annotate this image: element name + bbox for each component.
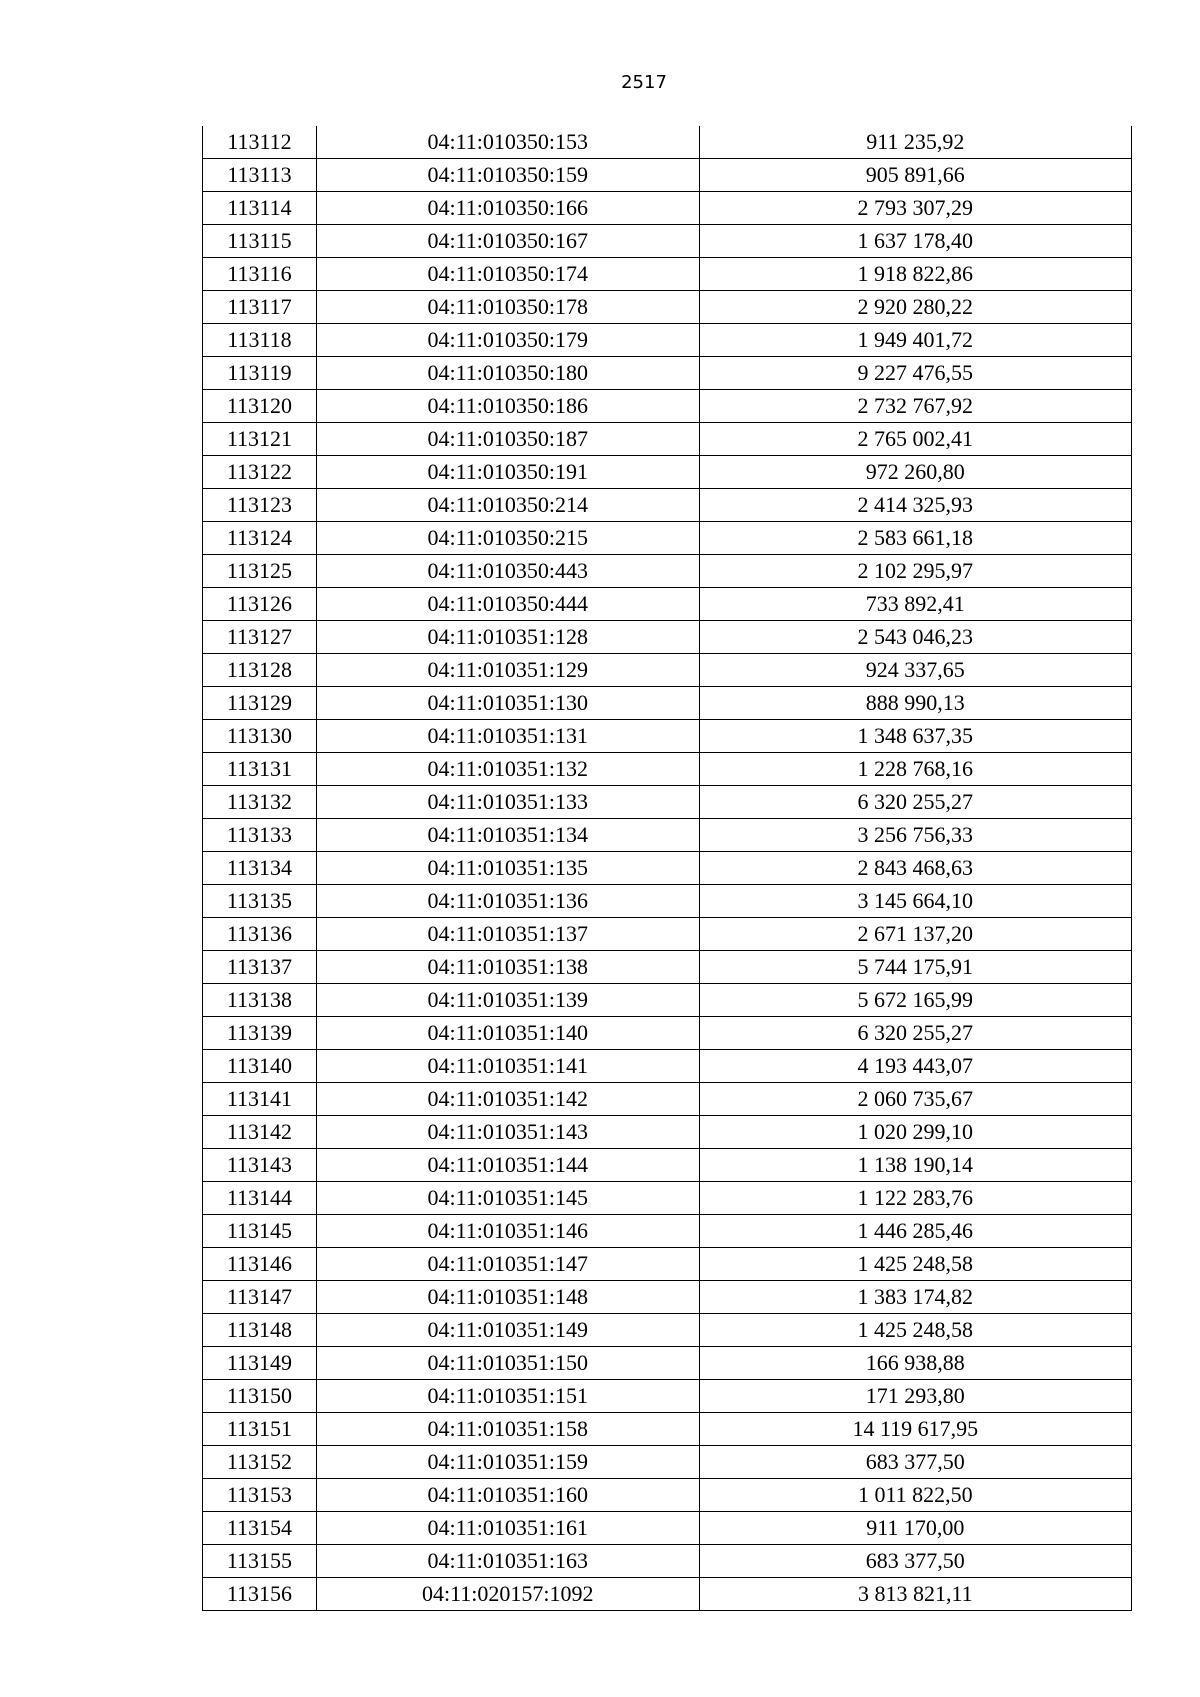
row-number-cell: 113132: [203, 786, 317, 819]
row-number-cell: 113147: [203, 1281, 317, 1314]
table-row: [203, 192, 1132, 225]
row-number-cell: 113125: [203, 555, 317, 588]
cadastral-value-cell: 2 414 325,93: [699, 489, 1131, 522]
row-number-cell: 113119: [203, 357, 317, 390]
row-number-cell: 113154: [203, 1512, 317, 1545]
table-row: [203, 258, 1132, 291]
table-row: [203, 390, 1132, 423]
table-row: [203, 918, 1132, 951]
cadastral-value-cell: 911 235,92: [699, 126, 1131, 159]
cadastral-number-cell: 04:11:020157:1092: [316, 1578, 699, 1611]
row-number-cell: 113155: [203, 1545, 317, 1578]
cadastral-number-cell: 04:11:010351:151: [316, 1380, 699, 1413]
table-row: [203, 489, 1132, 522]
row-number-cell: 113126: [203, 588, 317, 621]
cadastral-number-cell: 04:11:010351:130: [316, 687, 699, 720]
row-number-cell: 113131: [203, 753, 317, 786]
cadastral-value-cell: 888 990,13: [699, 687, 1131, 720]
table-row: [203, 654, 1132, 687]
table-row: [203, 951, 1132, 984]
table-row: [203, 225, 1132, 258]
row-number-cell: 113156: [203, 1578, 317, 1611]
table-row: [203, 852, 1132, 885]
row-number-cell: 113122: [203, 456, 317, 489]
cadastral-value-cell: 2 060 735,67: [699, 1083, 1131, 1116]
table-row: [203, 1149, 1132, 1182]
cadastral-number-cell: 04:11:010350:214: [316, 489, 699, 522]
cadastral-number-cell: 04:11:010351:146: [316, 1215, 699, 1248]
cadastral-number-cell: 04:11:010351:138: [316, 951, 699, 984]
table-row: [203, 1479, 1132, 1512]
cadastral-number-cell: 04:11:010351:141: [316, 1050, 699, 1083]
cadastral-value-cell: 6 320 255,27: [699, 786, 1131, 819]
cadastral-value-cell: 6 320 255,27: [699, 1017, 1131, 1050]
cadastral-number-cell: 04:11:010350:215: [316, 522, 699, 555]
cadastral-value-cell: 2 102 295,97: [699, 555, 1131, 588]
cadastral-value-cell: 3 145 664,10: [699, 885, 1131, 918]
row-number-cell: 113127: [203, 621, 317, 654]
cadastral-value-cell: 1 138 190,14: [699, 1149, 1131, 1182]
row-number-cell: 113128: [203, 654, 317, 687]
cadastral-value-cell: 1 949 401,72: [699, 324, 1131, 357]
cadastral-number-cell: 04:11:010351:145: [316, 1182, 699, 1215]
table-row: [203, 1314, 1132, 1347]
cadastral-number-cell: 04:11:010351:163: [316, 1545, 699, 1578]
cadastral-number-cell: 04:11:010351:140: [316, 1017, 699, 1050]
cadastral-number-cell: 04:11:010351:144: [316, 1149, 699, 1182]
cadastral-value-cell: 2 671 137,20: [699, 918, 1131, 951]
table-row: [203, 753, 1132, 786]
cadastral-value-cell: 1 383 174,82: [699, 1281, 1131, 1314]
cadastral-number-cell: 04:11:010351:129: [316, 654, 699, 687]
table-row: [203, 291, 1132, 324]
cadastral-number-cell: 04:11:010351:148: [316, 1281, 699, 1314]
row-number-cell: 113152: [203, 1446, 317, 1479]
row-number-cell: 113137: [203, 951, 317, 984]
row-number-cell: 113148: [203, 1314, 317, 1347]
cadastral-value-cell: 171 293,80: [699, 1380, 1131, 1413]
table-row: [203, 1545, 1132, 1578]
cadastral-value-cell: 905 891,66: [699, 159, 1131, 192]
row-number-cell: 113117: [203, 291, 317, 324]
cadastral-number-cell: 04:11:010350:166: [316, 192, 699, 225]
cadastral-value-cell: 1 020 299,10: [699, 1116, 1131, 1149]
table-row: [203, 720, 1132, 753]
row-number-cell: 113139: [203, 1017, 317, 1050]
cadastral-value-cell: 1 011 822,50: [699, 1479, 1131, 1512]
cadastral-value-cell: 1 918 822,86: [699, 258, 1131, 291]
table-row: [203, 1017, 1132, 1050]
cadastral-number-cell: 04:11:010351:159: [316, 1446, 699, 1479]
cadastral-value-cell: 3 813 821,11: [699, 1578, 1131, 1611]
row-number-cell: 113123: [203, 489, 317, 522]
cadastral-value-cell: 733 892,41: [699, 588, 1131, 621]
row-number-cell: 113153: [203, 1479, 317, 1512]
row-number-cell: 113135: [203, 885, 317, 918]
cadastral-number-cell: 04:11:010350:444: [316, 588, 699, 621]
cadastral-number-cell: 04:11:010351:160: [316, 1479, 699, 1512]
cadastral-value-cell: 1 446 285,46: [699, 1215, 1131, 1248]
table-row: [203, 786, 1132, 819]
row-number-cell: 113140: [203, 1050, 317, 1083]
table-row: [203, 423, 1132, 456]
row-number-cell: 113150: [203, 1380, 317, 1413]
cadastral-number-cell: 04:11:010351:142: [316, 1083, 699, 1116]
table-row: [203, 1116, 1132, 1149]
cadastral-value-cell: 1 425 248,58: [699, 1314, 1131, 1347]
table-row: [203, 687, 1132, 720]
table-row: [203, 1083, 1132, 1116]
cadastral-value-cell: 2 920 280,22: [699, 291, 1131, 324]
cadastral-number-cell: 04:11:010350:167: [316, 225, 699, 258]
cadastral-number-cell: 04:11:010350:178: [316, 291, 699, 324]
cadastral-number-cell: 04:11:010350:153: [316, 126, 699, 159]
table-row: [203, 1215, 1132, 1248]
cadastral-number-cell: 04:11:010350:179: [316, 324, 699, 357]
row-number-cell: 113113: [203, 159, 317, 192]
cadastral-value-table: [202, 126, 1132, 1611]
cadastral-value-cell: 4 193 443,07: [699, 1050, 1131, 1083]
row-number-cell: 113124: [203, 522, 317, 555]
table-row: [203, 1413, 1132, 1446]
cadastral-number-cell: 04:11:010350:191: [316, 456, 699, 489]
table-row: [203, 1050, 1132, 1083]
cadastral-number-cell: 04:11:010350:186: [316, 390, 699, 423]
table-row: [203, 621, 1132, 654]
row-number-cell: 113142: [203, 1116, 317, 1149]
cadastral-value-cell: 1 637 178,40: [699, 225, 1131, 258]
row-number-cell: 113114: [203, 192, 317, 225]
cadastral-number-cell: 04:11:010350:187: [316, 423, 699, 456]
cadastral-value-cell: 1 122 283,76: [699, 1182, 1131, 1215]
cadastral-value-cell: 5 672 165,99: [699, 984, 1131, 1017]
cadastral-number-cell: 04:11:010351:147: [316, 1248, 699, 1281]
cadastral-value-cell: 972 260,80: [699, 456, 1131, 489]
table-row: [203, 984, 1132, 1017]
row-number-cell: 113141: [203, 1083, 317, 1116]
cadastral-number-cell: 04:11:010351:132: [316, 753, 699, 786]
table-body: [203, 126, 1132, 1611]
row-number-cell: 113144: [203, 1182, 317, 1215]
cadastral-number-cell: 04:11:010351:128: [316, 621, 699, 654]
cadastral-value-cell: 2 732 767,92: [699, 390, 1131, 423]
table-row: [203, 819, 1132, 852]
table-row: [203, 1281, 1132, 1314]
cadastral-value-cell: 5 744 175,91: [699, 951, 1131, 984]
cadastral-value-cell: 2 583 661,18: [699, 522, 1131, 555]
cadastral-value-cell: 683 377,50: [699, 1446, 1131, 1479]
cadastral-value-cell: 2 765 002,41: [699, 423, 1131, 456]
table-row: [203, 1182, 1132, 1215]
cadastral-number-cell: 04:11:010351:150: [316, 1347, 699, 1380]
row-number-cell: 113112: [203, 126, 317, 159]
cadastral-number-cell: 04:11:010351:139: [316, 984, 699, 1017]
row-number-cell: 113121: [203, 423, 317, 456]
row-number-cell: 113143: [203, 1149, 317, 1182]
cadastral-number-cell: 04:11:010351:158: [316, 1413, 699, 1446]
cadastral-value-cell: 14 119 617,95: [699, 1413, 1131, 1446]
table-row: [203, 357, 1132, 390]
cadastral-value-cell: 2 543 046,23: [699, 621, 1131, 654]
cadastral-value-cell: 1 348 637,35: [699, 720, 1131, 753]
cadastral-number-cell: 04:11:010350:174: [316, 258, 699, 291]
row-number-cell: 113145: [203, 1215, 317, 1248]
row-number-cell: 113151: [203, 1413, 317, 1446]
row-number-cell: 113120: [203, 390, 317, 423]
row-number-cell: 113118: [203, 324, 317, 357]
cadastral-number-cell: 04:11:010351:133: [316, 786, 699, 819]
cadastral-value-cell: 3 256 756,33: [699, 819, 1131, 852]
table-row: [203, 1380, 1132, 1413]
table-row: [203, 555, 1132, 588]
row-number-cell: 113134: [203, 852, 317, 885]
cadastral-value-cell: 166 938,88: [699, 1347, 1131, 1380]
cadastral-value-cell: 924 337,65: [699, 654, 1131, 687]
row-number-cell: 113133: [203, 819, 317, 852]
table-row: [203, 1512, 1132, 1545]
row-number-cell: 113116: [203, 258, 317, 291]
cadastral-number-cell: 04:11:010351:134: [316, 819, 699, 852]
page-number: 2517: [621, 72, 667, 93]
cadastral-value-cell: 1 228 768,16: [699, 753, 1131, 786]
cadastral-number-cell: 04:11:010350:159: [316, 159, 699, 192]
cadastral-number-cell: 04:11:010351:131: [316, 720, 699, 753]
row-number-cell: 113149: [203, 1347, 317, 1380]
table-row: [203, 1446, 1132, 1479]
cadastral-value-cell: 683 377,50: [699, 1545, 1131, 1578]
cadastral-number-cell: 04:11:010351:143: [316, 1116, 699, 1149]
cadastral-number-cell: 04:11:010351:161: [316, 1512, 699, 1545]
row-number-cell: 113130: [203, 720, 317, 753]
row-number-cell: 113146: [203, 1248, 317, 1281]
table-row: [203, 159, 1132, 192]
cadastral-number-cell: 04:11:010351:135: [316, 852, 699, 885]
cadastral-value-cell: 1 425 248,58: [699, 1248, 1131, 1281]
cadastral-number-cell: 04:11:010351:137: [316, 918, 699, 951]
table-row: [203, 1578, 1132, 1611]
cadastral-number-cell: 04:11:010350:180: [316, 357, 699, 390]
cadastral-value-cell: 911 170,00: [699, 1512, 1131, 1545]
table-row: [203, 522, 1132, 555]
cadastral-number-cell: 04:11:010350:443: [316, 555, 699, 588]
row-number-cell: 113129: [203, 687, 317, 720]
table-row: [203, 885, 1132, 918]
row-number-cell: 113136: [203, 918, 317, 951]
table-row: [203, 588, 1132, 621]
table-row: [203, 456, 1132, 489]
cadastral-number-cell: 04:11:010351:136: [316, 885, 699, 918]
table-row: [203, 324, 1132, 357]
cadastral-value-cell: 9 227 476,55: [699, 357, 1131, 390]
cadastral-value-cell: 2 793 307,29: [699, 192, 1131, 225]
row-number-cell: 113115: [203, 225, 317, 258]
table-row: [203, 126, 1132, 159]
cadastral-value-cell: 2 843 468,63: [699, 852, 1131, 885]
table-row: [203, 1248, 1132, 1281]
row-number-cell: 113138: [203, 984, 317, 1017]
table-row: [203, 1347, 1132, 1380]
cadastral-number-cell: 04:11:010351:149: [316, 1314, 699, 1347]
